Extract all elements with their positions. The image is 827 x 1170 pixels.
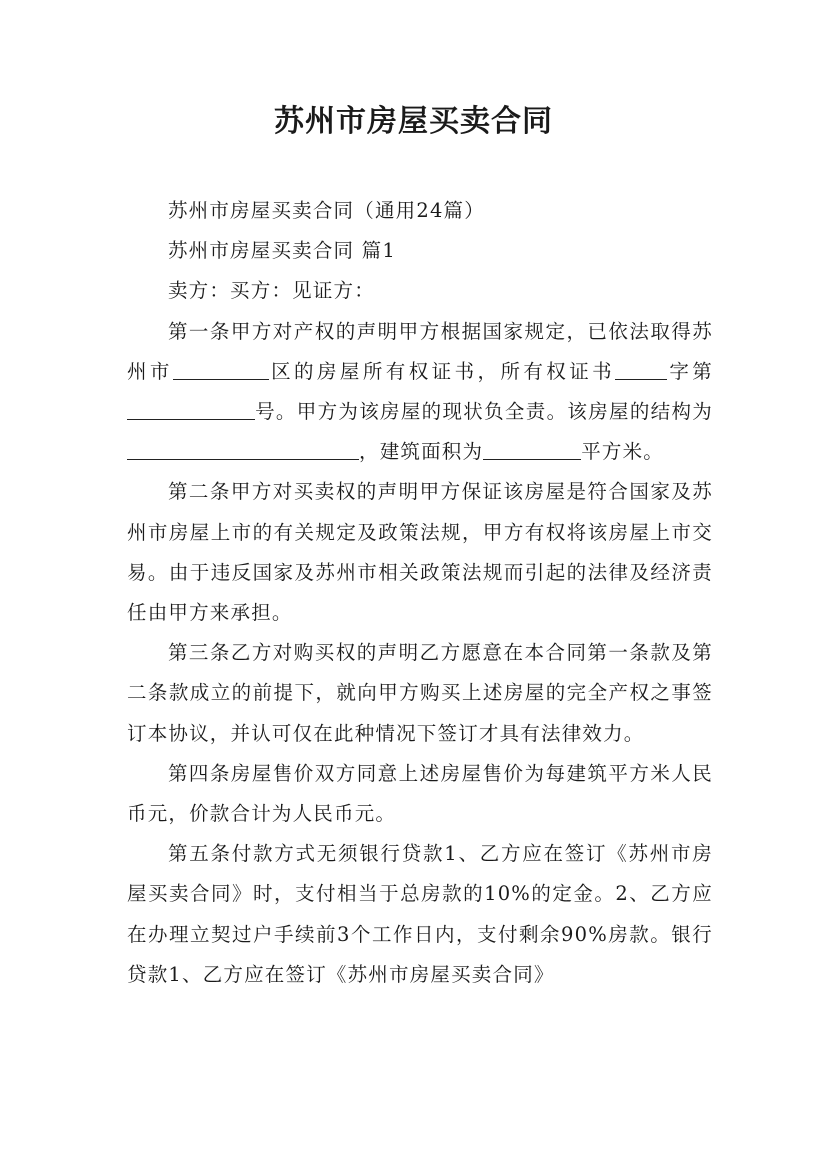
- contract-subheading: 苏州市房屋买卖合同 篇1: [167, 239, 396, 263]
- certificate-number-blank: [127, 398, 255, 419]
- article-1-text-1: 第一条甲方对产权的声明甲方根据国家规定，已依法取得苏州市: [127, 319, 713, 383]
- article-1-text-4: 号。甲方为该房屋的现状负全责。该房屋的结构为: [255, 400, 713, 424]
- district-blank: [173, 358, 269, 379]
- article-1-text-5: ，建筑面积为: [359, 440, 484, 464]
- document-title: 苏州市房屋买卖合同: [274, 104, 553, 139]
- document-body: [127, 191, 713, 995]
- article-5: 第五条付款方式无须银行贷款1、乙方应在签订《苏州市房屋买卖合同》时，支付相当于总房款的10%的定金。2、乙方应在办理立契过户手续前3个工作日内，支付剩余90%房款。银行贷款1、乙方应在签订《苏州市房屋买卖合同》: [127, 842, 713, 986]
- contract-heading: 苏州市房屋买卖合同（通用24篇）: [167, 199, 485, 222]
- article-1-text-2: 区的房屋所有权证书，所有权证书: [268, 359, 616, 383]
- article-1-text-6: 平方米。: [581, 440, 665, 464]
- area-blank: [483, 439, 581, 460]
- article-1: [127, 312, 713, 473]
- structure-blank: [127, 439, 359, 460]
- certificate-prefix-blank: [615, 358, 667, 379]
- article-1-text-3: 字第: [667, 359, 713, 383]
- article-4: 第四条房屋售价双方同意上述房屋售价为每建筑平方米人民币元，价款合计为人民币元。: [127, 761, 713, 826]
- article-2: 第二条甲方对买卖权的声明甲方保证该房屋是符合国家及苏州市房屋上市的有关规定及政策法规，甲方有权将该房屋上市交易。由于违反国家及苏州市相关政策法规而引起的法律及经济责任由甲方来承担。: [127, 480, 713, 625]
- contract-parties: 卖方：买方：见证方：: [167, 279, 375, 303]
- article-3: 第三条乙方对购买权的声明乙方愿意在本合同第一条款及第二条款成立的前提下，就向甲方购买上述房屋的完全产权之事签订本协议，并认可仅在此种情况下签订才具有法律效力。: [127, 641, 713, 745]
